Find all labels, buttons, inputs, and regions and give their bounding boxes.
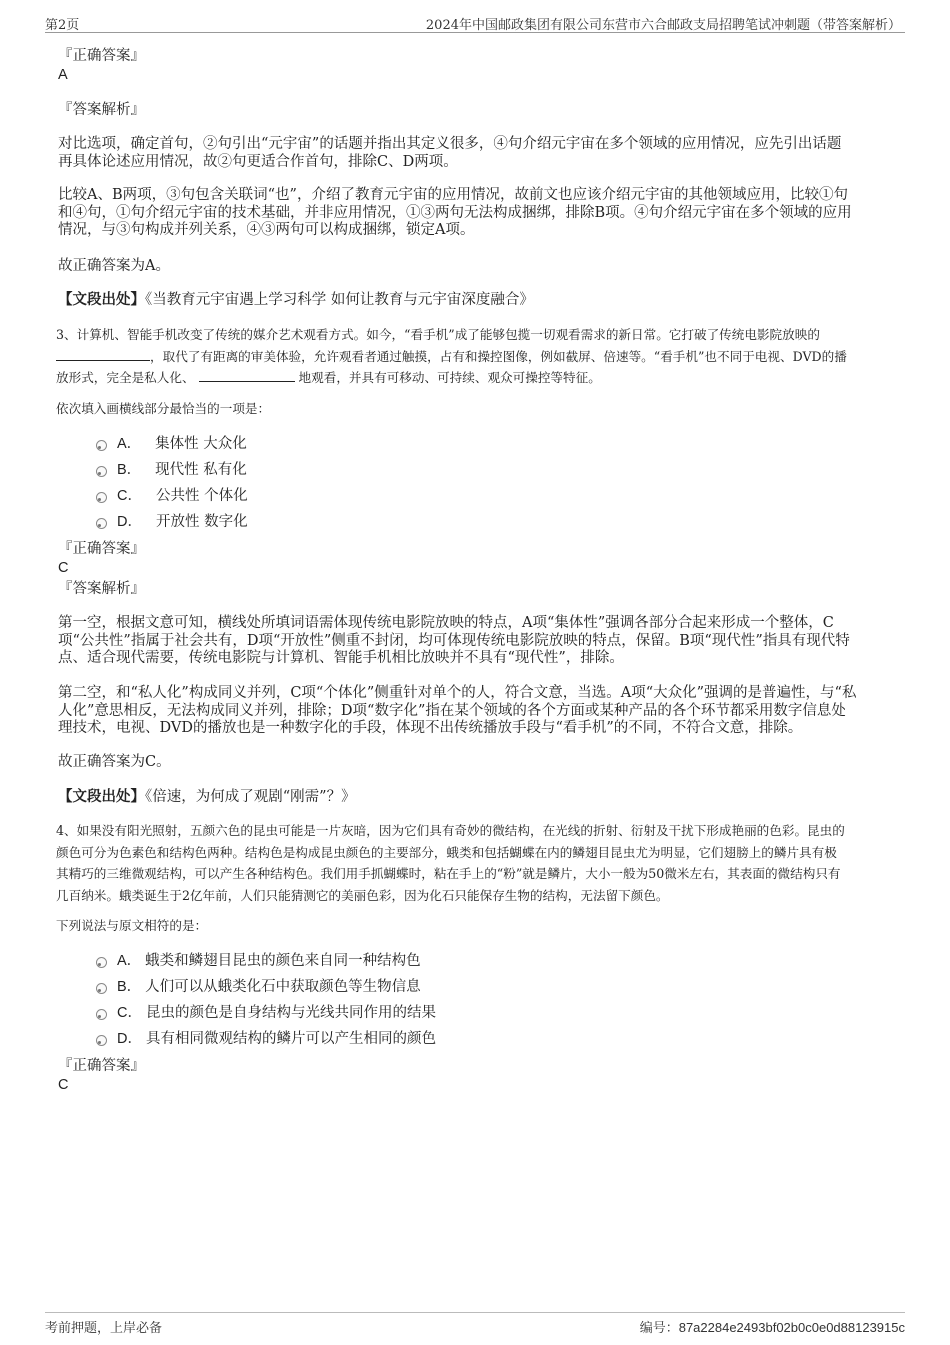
- text-line: [56, 367, 896, 389]
- radio-icon[interactable]: [96, 440, 107, 451]
- q2-answer: A: [58, 67, 68, 83]
- radio-icon[interactable]: [96, 466, 107, 477]
- q3-option-c[interactable]: [96, 487, 248, 505]
- text-line: 和④句，①句介绍元宇宙的技术基础，并非应用情况，①③两句无法构成捆绑，排除B项。④句介绍元宇宙在多个领域的应用: [58, 204, 852, 221]
- text-line: 其精巧的三维微观结构，可以产生各种结构色。我们用手抓蝴蝶时，粘在手上的“粉”就是鳞片，大小一般为50微米左右，其表面的微结构只有: [56, 866, 841, 881]
- option-text: 人们可以从蛾类化石中获取颜色等生物信息: [145, 979, 421, 995]
- text-segment: 放形式，完全是私人化、: [56, 370, 195, 385]
- option-letter: A．: [117, 436, 142, 452]
- option-text: 蛾类和鳞翅目昆虫的颜色来自同一种结构色: [145, 953, 421, 969]
- q4-option-a[interactable]: [96, 952, 421, 970]
- radio-icon[interactable]: [96, 518, 107, 529]
- option-letter: C．: [117, 1005, 142, 1021]
- radio-icon[interactable]: [96, 492, 107, 503]
- text-line: 项“公共性”指属于社会共有，D项“开放性”侧重不封闭，均可体现传统电影院放映的特点，保留。B项“现代性”指具有现代特: [58, 632, 850, 649]
- q3-analysis-para2: [58, 685, 893, 738]
- text-line: 3、计算机、智能手机改变了传统的媒介艺术观看方式。如今，“看手机”成了能够包揽一切观看需求的新日常。它打破了传统电影院放映的: [56, 327, 820, 342]
- text-line: [56, 346, 896, 368]
- q4-option-c[interactable]: [96, 1004, 436, 1022]
- radio-icon[interactable]: [96, 1009, 107, 1020]
- option-letter: A．: [117, 953, 142, 969]
- option-text: 昆虫的颜色是自身结构与光线共同作用的结果: [145, 1005, 436, 1021]
- q4-option-b[interactable]: [96, 978, 421, 996]
- source-text: 《当教育元宇宙遇上学习科学 如何让教育与元宇宙深度融合》: [145, 292, 534, 308]
- option-letter: D．: [117, 1031, 142, 1047]
- fill-blank-1: [56, 348, 150, 361]
- q4-answer: C: [58, 1077, 69, 1093]
- code-label: 编号：: [639, 1321, 679, 1336]
- option-text: 公共性 个体化: [155, 488, 248, 504]
- q2-source: [58, 291, 893, 310]
- option-letter: B．: [117, 979, 142, 995]
- page-header: [45, 12, 905, 33]
- source-text: 《倍速，为何成了观剧“刚需”？》: [145, 789, 356, 805]
- q3-option-a[interactable]: [96, 435, 247, 453]
- q4-stem: [56, 820, 896, 906]
- text-line: 理技术，电视、DVD的播放也是一种数字化的手段，体现不出传统播放手段与“看手机”的不同，不符合文意，排除。: [58, 720, 803, 736]
- document-title: 2024年中国邮政集团有限公司东营市六合邮政支局招聘笔试冲刺题（带答案解析）: [425, 18, 901, 33]
- q2-analysis-para2: [58, 187, 893, 240]
- text-line: 对比选项，确定首句，②句引出“元宇宙”的话题并指出其定义很多，④句介绍元宇宙在多个领域的应用情况，应先引出话题: [58, 136, 842, 152]
- q3-option-d[interactable]: [96, 513, 248, 531]
- text-line: 再具体论述应用情况，故②句更适合作首句，排除C、D两项。: [58, 153, 458, 170]
- page-footer: [45, 1312, 905, 1335]
- option-text: 现代性 私有化: [155, 462, 247, 478]
- q2-analysis-label: 『答案解析』: [58, 102, 145, 118]
- text-line: 比较A、B两项，③句包含关联词“也”，介绍了教育元宇宙的应用情况，故前文也应该介绍元宇宙的其他领域应用，比较①句: [58, 187, 848, 203]
- q4-prompt: 下列说法与原文相符的是：: [56, 918, 208, 933]
- q3-option-b[interactable]: [96, 461, 247, 479]
- q3-answer-label: 『正确答案』: [58, 541, 145, 557]
- footer-code: [640, 1317, 905, 1336]
- q3-conclusion: 故正确答案为C。: [58, 754, 171, 770]
- q4-answer-label: 『正确答案』: [58, 1058, 145, 1074]
- q3-source: [58, 788, 893, 807]
- text-line: 颜色可分为色素色和结构色两种。结构色是构成昆虫颜色的主要部分，蛾类和包括蝴蝶在内的鳞翅目昆虫尤为明显，它们翅膀上的鳞片具有极: [56, 844, 837, 860]
- text-line: 人化”意思相反，无法构成同义并列，排除；D项“数字化”指在某个领域的各个方面或某种产品的各个环节都采用数字信息处: [58, 702, 846, 719]
- option-text: 集体性 大众化: [155, 436, 247, 452]
- text-line: 第一空，根据文意可知，横线处所填词语需体现传统电影院放映的特点，A项“集体性”强调各部分合起来形成一个整体，C: [58, 615, 834, 631]
- text-segment: ，取代了有距离的审美体验，允许观看者通过触摸，占有和操控图像，例如截屏、倍速等。“看手机”也不同于电视、DVD的播: [150, 348, 847, 364]
- q3-answer: C: [58, 560, 69, 576]
- fill-blank-2: [199, 369, 295, 382]
- footer-slogan: 考前押题，上岸必备: [45, 1321, 163, 1336]
- text-segment: 地观看，并具有可移动、可持续、观众可操控等特征。: [298, 370, 601, 385]
- q2-analysis-para1: [58, 136, 893, 171]
- option-letter: C．: [117, 488, 142, 504]
- option-text: 具有相同微观结构的鳞片可以产生相同的颜色: [145, 1031, 436, 1047]
- q2-conclusion: 故正确答案为A。: [58, 258, 170, 274]
- q3-stem: [56, 324, 896, 389]
- q2-answer-label: 『正确答案』: [58, 48, 145, 64]
- q3-prompt: 依次填入画横线部分最恰当的一项是：: [56, 401, 271, 416]
- q4-option-d[interactable]: [96, 1030, 436, 1048]
- text-line: 4、如果没有阳光照射，五颜六色的昆虫可能是一片灰暗，因为它们具有奇妙的微结构，在光线的折射、衍射及干扰下形成艳丽的色彩。昆虫的: [56, 823, 845, 838]
- text-line: 第二空，和“私人化”构成同义并列，C项“个体化”侧重针对单个的人，符合文意，当选。A项“大众化”强调的是普遍性，与“私: [58, 685, 857, 701]
- text-line: 点、适合现代需要，传统电影院与计算机、智能手机相比放映并不具有“现代性”，排除。: [58, 650, 624, 666]
- text-line: 情况，与③句构成并列关系，④③两句可以构成捆绑，锁定A项。: [58, 222, 475, 238]
- code-value: 87a2284e2493bf02b0c0e0d88123915c: [678, 1320, 905, 1335]
- q3-analysis-para1: [58, 615, 893, 668]
- radio-icon[interactable]: [96, 983, 107, 994]
- radio-icon[interactable]: [96, 1035, 107, 1046]
- option-letter: B．: [117, 462, 142, 478]
- page-number: 第2页: [45, 18, 80, 33]
- source-label: 【文段出处】: [58, 291, 145, 308]
- option-letter: D．: [117, 514, 142, 530]
- q3-analysis-label: 『答案解析』: [58, 581, 145, 597]
- source-label: 【文段出处】: [58, 788, 145, 805]
- text-line: 几百纳米。蛾类诞生于2亿年前，人们只能猜测它的美丽色彩，因为化石只能保存生物的结构，无法留下颜色。: [56, 887, 669, 903]
- option-text: 开放性 数字化: [155, 514, 248, 530]
- radio-icon[interactable]: [96, 957, 107, 968]
